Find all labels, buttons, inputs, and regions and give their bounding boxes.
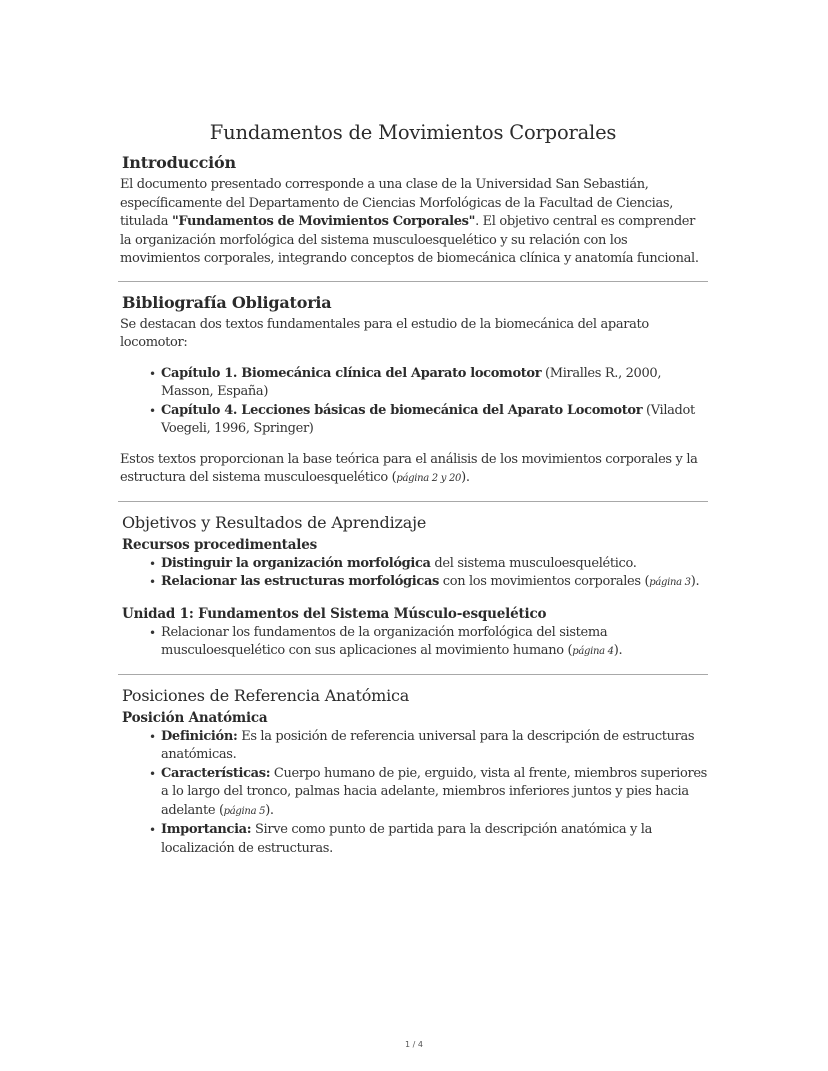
bullet-icon: • (149, 556, 156, 571)
item-text: (Viladot Voegeli, 1996, Springer) (161, 402, 695, 436)
bibliografia-closing (120, 451, 708, 489)
section-bibliografia (118, 292, 708, 489)
section-introduccion (118, 152, 708, 269)
document-title: Fundamentos de Movimientos Corporales (209, 121, 617, 144)
item-bold: Importancia: (161, 822, 252, 837)
item-end: ). (265, 802, 274, 818)
recursos-list (118, 555, 708, 593)
bibliografia-list (118, 365, 708, 439)
intro-text-start: El documento presentado corresponde a una clase de la Universidad San Sebastián, específicamente del Departamento de Ciencias Morfológicas de la Facultad de Ciencias, titulada (120, 177, 673, 229)
item-end: ). (690, 574, 700, 589)
page-reference: página 5 (223, 805, 266, 817)
item-bold: Definición: (161, 728, 238, 744)
item-text: Sirve como punto de partida para la descripción anatómica y la localización de estructuras. (161, 822, 652, 856)
bullet-icon: • (149, 625, 156, 640)
section-heading: Objetivos y Resultados de Aprendizaje (122, 512, 427, 532)
item-bold: Capítulo 1. Biomecánica clínica del Aparato locomotor (161, 365, 542, 381)
list-item (149, 728, 708, 765)
list-item (149, 402, 708, 439)
subsection-heading: Posición Anatómica (122, 709, 268, 726)
bullet-icon: • (149, 366, 156, 381)
page-reference: página 4 (572, 646, 614, 657)
unidad-list (118, 624, 708, 662)
item-bold: Características: (161, 765, 271, 781)
list-item (149, 573, 708, 593)
item-bold: Distinguir la organización morfológica (161, 555, 431, 571)
section-heading: Posiciones de Referencia Anatómica (122, 685, 410, 705)
bullet-icon: • (149, 575, 156, 589)
intro-bold-title: "Fundamentos de Movimientos Corporales" (171, 214, 476, 229)
section-posiciones (118, 685, 708, 859)
subsection-heading: Unidad 1: Fundamentos del Sistema Músculo-esquelético (122, 605, 547, 622)
list-item (149, 821, 708, 858)
list-item (149, 765, 708, 822)
item-bold: Relacionar las estructuras morfológicas (161, 574, 439, 589)
item-end: ). (613, 643, 623, 658)
posicion-list (118, 728, 708, 859)
intro-paragraph (120, 176, 708, 269)
closing-end: ). (461, 470, 470, 485)
subsection-heading: Recursos procedimentales (122, 536, 317, 553)
list-item (149, 624, 708, 662)
section-objetivos (118, 512, 708, 662)
document-page (118, 118, 708, 858)
list-item (149, 555, 708, 574)
page-reference: página 2 y 20 (396, 473, 462, 484)
bullet-icon: • (149, 823, 156, 837)
intro-text-end: . El objetivo central es comprender la organización morfológica del sistema musculoesquelético y su relación con los movimientos corporales, integrando conceptos de biomecánica clínica y anatomía funcional. (120, 214, 699, 266)
section-heading: Introducción (122, 153, 236, 172)
item-text: (Miralles R., 2000, Masson, España) (161, 365, 662, 399)
item-text: Es la posición de referencia universal para la descripción de estructuras anatómicas. (161, 728, 695, 762)
item-text: Cuerpo humano de pie, erguido, vista al frente, miembros superiores a lo largo del tronco, palmas hacia adelante, miembros inferiores juntos y pies hacia adelante ( (161, 765, 707, 818)
bullet-icon: • (149, 766, 156, 781)
section-heading: Bibliografía Obligatoria (122, 292, 332, 312)
list-item (149, 365, 708, 402)
item-bold: Capítulo 4. Lecciones básicas de biomecánica del Aparato Locomotor (161, 402, 643, 418)
page-indicator: 1 / 4 (405, 1040, 423, 1049)
item-text: Relacionar los fundamentos de la organización morfológica del sistema musculoesquelético con sus aplicaciones al movimiento humano ( (161, 624, 608, 658)
item-text: con los movimientos corporales ( (439, 574, 650, 589)
bullet-icon: • (149, 729, 156, 744)
bibliografia-intro: Se destacan dos textos fundamentales para el estudio de la biomecánica del aparato locomotor: (120, 316, 649, 350)
bullet-icon: • (149, 403, 156, 418)
page-reference: página 3 (649, 577, 691, 588)
closing-text: Estos textos proporcionan la base teórica para el análisis de los movimientos corporales y la estructura del sistema musculoesquelético ( (120, 451, 698, 485)
item-text: del sistema musculoesquelético. (430, 555, 637, 571)
